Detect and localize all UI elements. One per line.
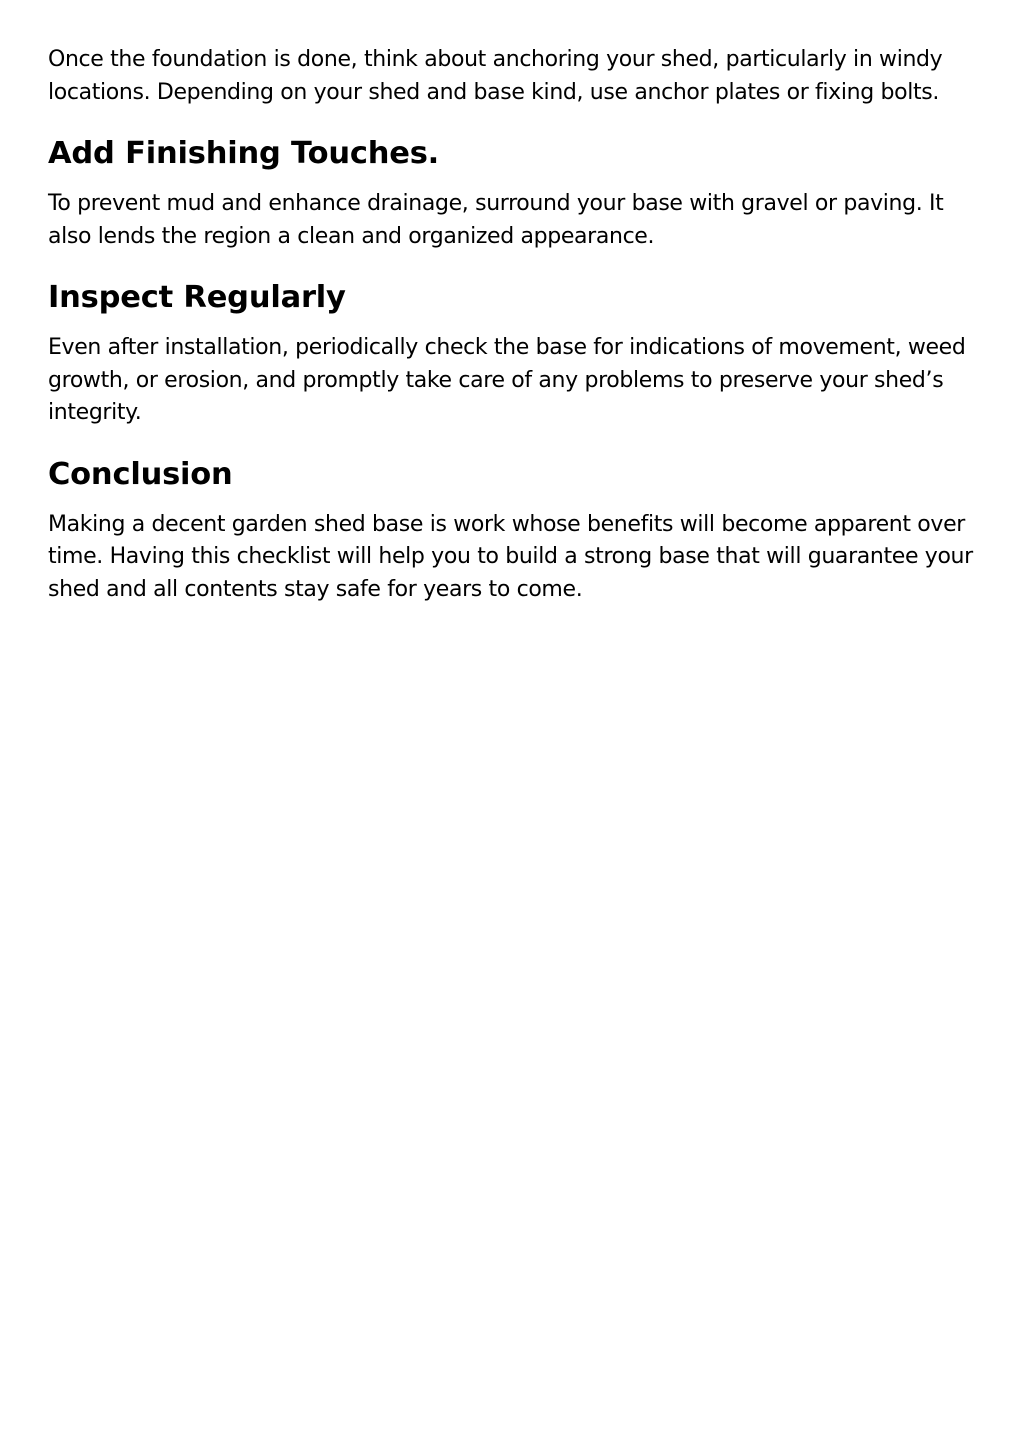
inspect-regularly-heading: Inspect Regularly xyxy=(48,280,346,315)
finishing-touches-heading: Add Finishing Touches. xyxy=(48,136,440,171)
conclusion-paragraph: Making a decent garden shed base is work whose benefits will become apparent over time. Having this checklist will help you to build a strong base that will guarantee your shed and all contents stay safe for years to come. xyxy=(48,511,973,602)
conclusion-heading: Conclusion xyxy=(48,456,233,492)
anchoring-paragraph: Once the foundation is done, think about anchoring your shed, particularly in windy locations. Depending on your shed and base kind, use anchor plates or fixing bolts. xyxy=(48,47,943,105)
inspect-regularly-paragraph: Even after installation, periodically check the base for indications of movement, weed growth, or erosion, and promptly take care of any problems to preserve your shed’s integrity. xyxy=(48,335,966,425)
finishing-touches-paragraph: To prevent mud and enhance drainage, surround your base with gravel or paving. It also lends the region a clean and organized appearance. xyxy=(48,191,944,249)
